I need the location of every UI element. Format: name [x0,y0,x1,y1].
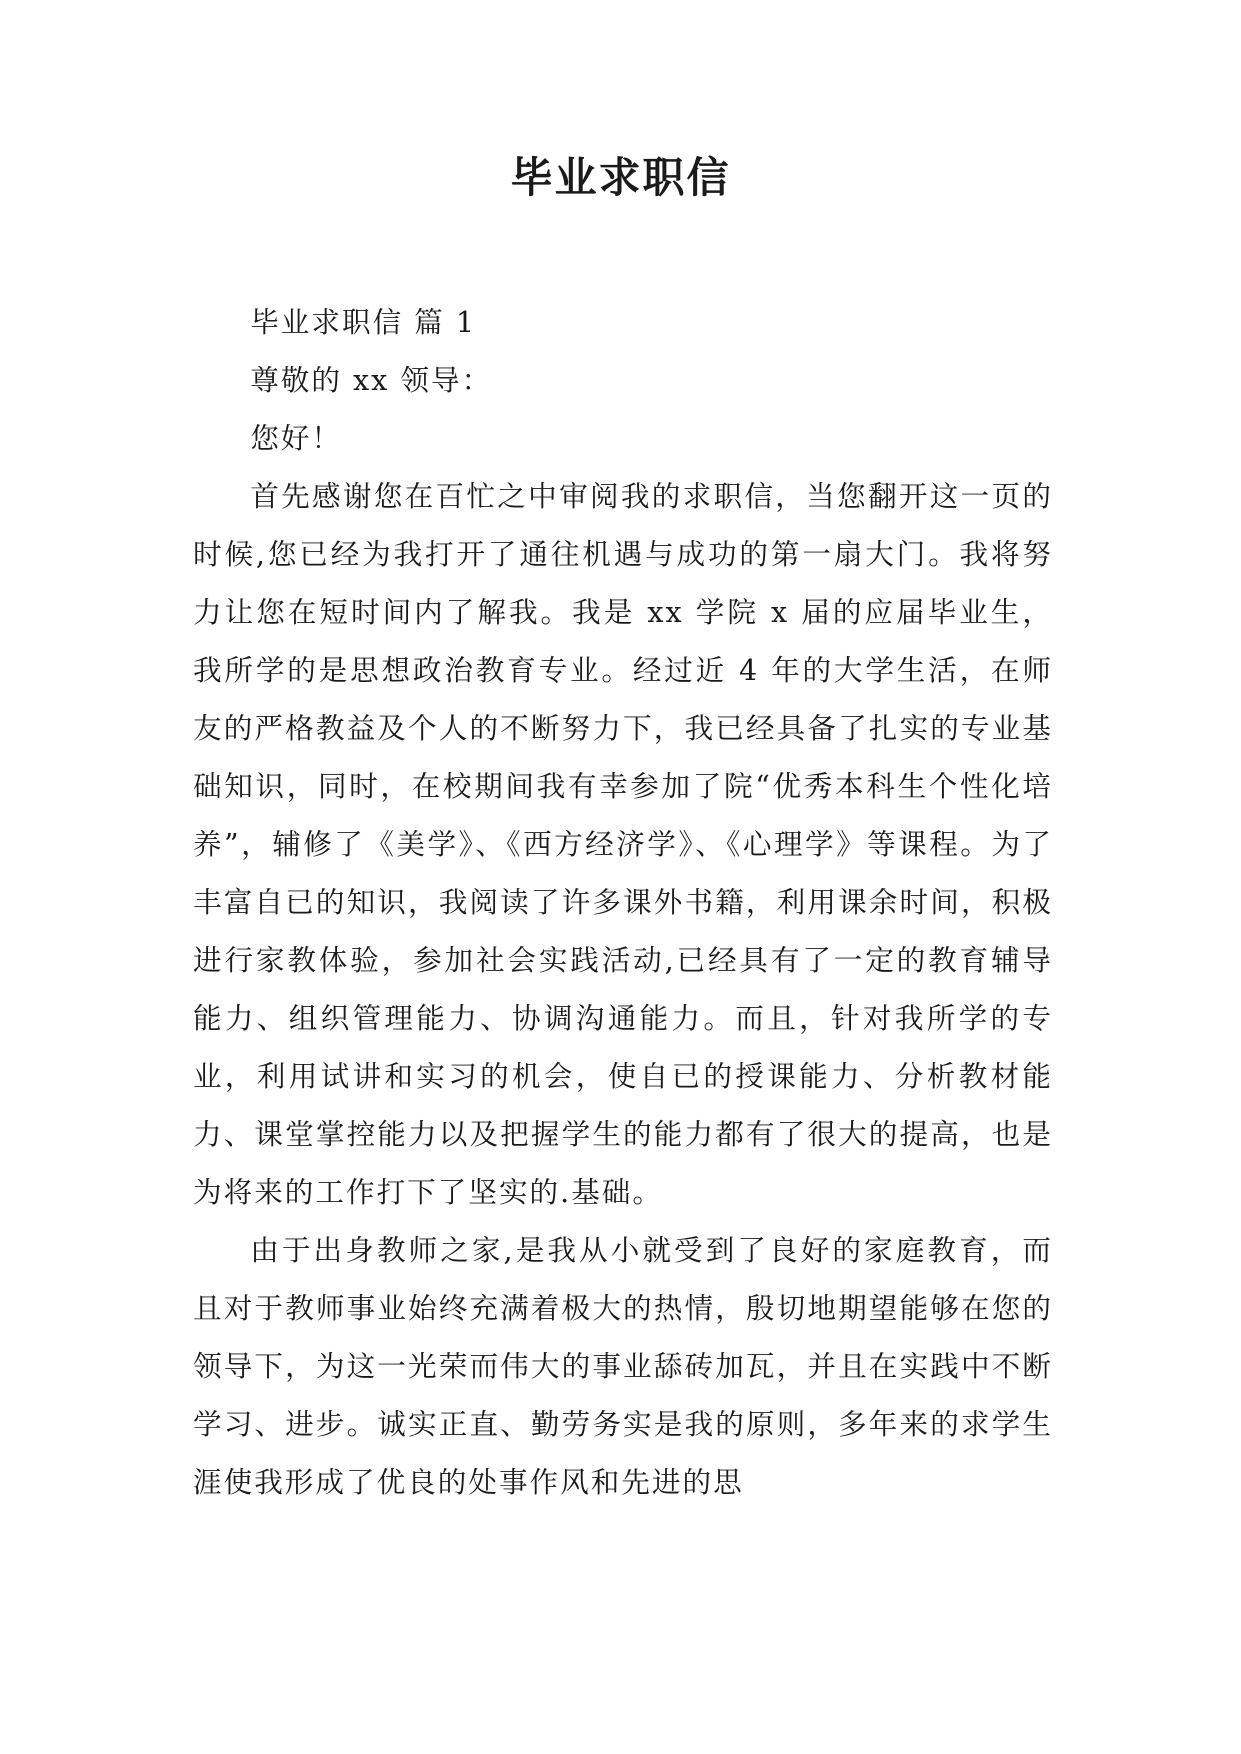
section-heading: 毕业求职信 篇 1 [250,305,477,339]
salutation: 尊敬的 xx 领导： [250,363,493,397]
greeting: 您好！ [250,421,342,455]
letter-body [193,293,1053,1511]
body-paragraph: 首先感谢您在百忙之中审阅我的求职信，当您翻开这一页的时候,您已经为我打开了通往机遇与成功的第一扇大门。我将努力让您在短时间内了解我。我是 xx 学院 x 届的应届毕业生，我所学的是思想政治教育专业。经过近 4 年的大学生活，在师友的严格教益及个人的不断努力下，我已经具备了扎实的专业基础知识，同时，在校期间我有幸参加了院“优秀本科生个性化培养”，辅修了《美学》、《西方经济学》、《心理学》等课程。为了丰富自已的知识，我阅读了许多课外书籍，利用课余时间，积极进行家教体验，参加社会实践活动,已经具有了一定的教育辅导能力、组织管理能力、协调沟通能力。而且，针对我所学的专业，利用试讲和实习的机会，使自已的授课能力、分析教材能力、课堂掌控能力以及把握学生的能力都有了很大的提高，也是为将来的工作打下了坚实的.基础。 [193,479,1053,1209]
body-paragraph: 由于出身教师之家,是我从小就受到了良好的家庭教育，而且对于教师事业始终充满着极大的热情，殷切地期望能够在您的领导下，为这一光荣而伟大的事业舔砖加瓦，并且在实践中不断学习、进步。诚实正直、勤劳务实是我的原则，多年来的求学生涯使我形成了优良的处事作风和先进的思 [193,1233,1053,1499]
document-title: 毕业求职信 [510,153,731,202]
